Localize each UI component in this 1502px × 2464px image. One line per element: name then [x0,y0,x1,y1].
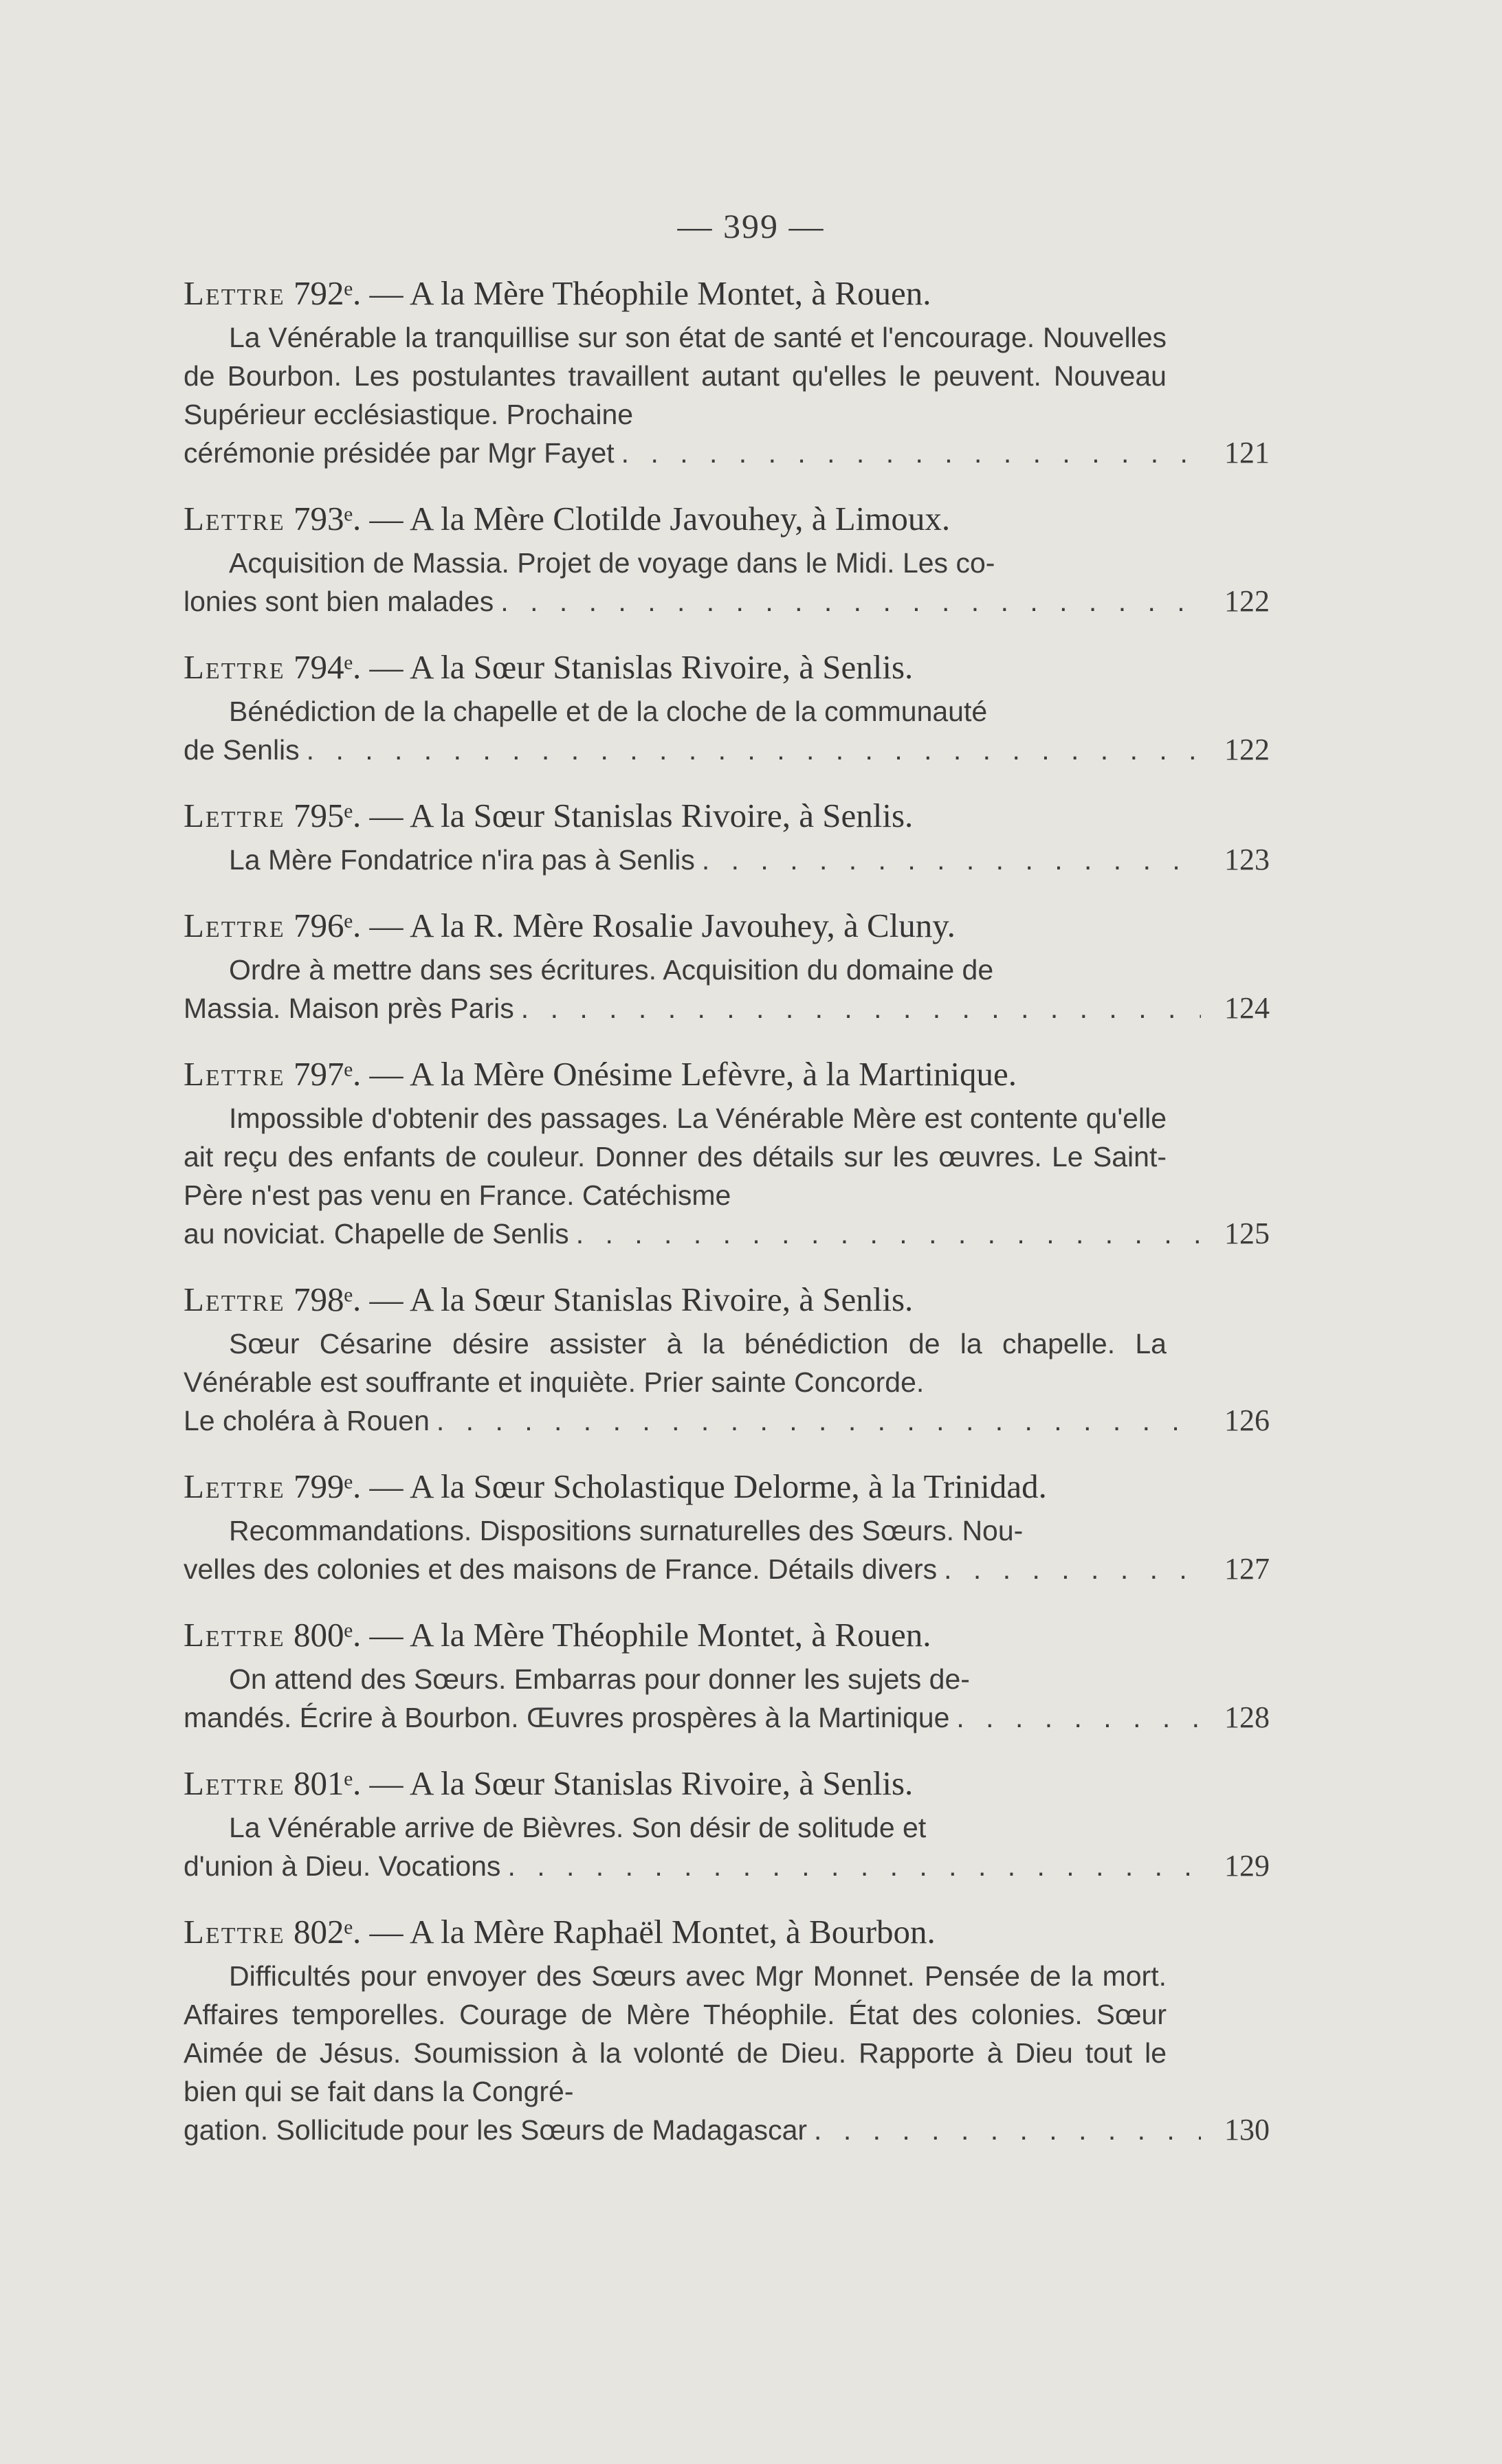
page-reference: 121 [1224,436,1270,469]
summary-last-line [184,582,1270,621]
lettre-label: Lettre [184,1913,285,1951]
summary-last-text: velles des colonies et des maisons de France. Détails divers [184,1553,938,1585]
summary-last-line [184,731,1270,769]
summary-last-line [184,989,1270,1028]
lettre-label: Lettre [184,1055,285,1093]
dot-leader [702,841,1201,879]
summary-last-text: de Senlis [184,734,300,766]
entry-summary [184,544,1270,621]
summary-last-line [184,434,1270,472]
summary-last-line [184,1214,1270,1253]
entry-summary [184,692,1270,769]
summary-last-text: mandés. Écrire à Bourbon. Œuvres prospères à la Martinique [184,1702,950,1733]
entry-heading [184,1278,1270,1322]
entry-summary [184,951,1270,1028]
summary-text: Sœur Césarine désire assister à la bénédiction de la chapelle. La Vénérable est souffrante et inquiète. Prier sainte Concorde. [184,1328,1167,1398]
entry-summary [184,841,1270,879]
lettre-label: Lettre [184,1616,285,1654]
entry-title: 797ᵉ. — A la Mère Onésime Lefèvre, à la Martinique. [293,1055,1017,1093]
dot-leader [500,582,1201,621]
entry-title: 801ᵉ. — A la Sœur Stanislas Rivoire, à Senlis. [293,1764,914,1802]
summary-last-text: d'union à Dieu. Vocations [184,1850,501,1882]
entry-title: 799ᵉ. — A la Sœur Scholastique Delorme, à la Trinidad. [293,1467,1047,1505]
toc-entry [184,904,1270,1028]
entry-title: 798ᵉ. — A la Sœur Stanislas Rivoire, à Senlis. [293,1280,914,1318]
entry-heading [184,1762,1270,1806]
summary-last-text: Le choléra à Rouen [184,1405,430,1436]
entry-title: 795ᵉ. — A la Sœur Stanislas Rivoire, à Senlis. [293,797,914,834]
lettre-label: Lettre [184,1467,285,1505]
page-reference: 128 [1224,1700,1270,1734]
page-reference: 122 [1224,584,1270,618]
entry-summary [184,1660,1270,1737]
dot-leader [521,989,1201,1028]
summary-last-line [184,1847,1270,1885]
summary-last-text: au noviciat. Chapelle de Senlis [184,1218,569,1250]
summary-text: Acquisition de Massia. Projet de voyage dans le Midi. Les co- [229,547,995,579]
page-reference: 125 [1224,1217,1270,1250]
lettre-label: Lettre [184,907,285,944]
summary-text: Difficultés pour envoyer des Sœurs avec Mgr Monnet. Pensée de la mort. Affaires temporelles. Courage de Mère Théophile. État des colonies. Sœur Aimée de Jésus. Soumission à la volonté de Dieu. Rapporte à Dieu tout le bien qui se fait dans la Congré- [184,1960,1167,2107]
dot-leader [944,1550,1201,1588]
page-reference: 127 [1224,1552,1270,1586]
page-number: — 399 — [677,207,825,245]
summary-last-line [184,1550,1270,1588]
summary-last-text: cérémonie présidée par Mgr Fayet [184,437,615,469]
dot-leader [507,1847,1201,1885]
toc-entry [184,1910,1270,2149]
entry-title: 792ᵉ. — A la Mère Théophile Montet, à Rouen. [293,274,931,312]
toc-entry [184,1762,1270,1885]
page-reference: 129 [1224,1849,1270,1883]
entry-heading [184,497,1270,541]
summary-last-line [184,841,1270,879]
lettre-label: Lettre [184,500,285,537]
summary-text: Recommandations. Dispositions surnaturelles des Sœurs. Nou- [229,1515,1024,1546]
entry-heading [184,794,1270,838]
entry-title: 796ᵉ. — A la R. Mère Rosalie Javouhey, à Cluny. [293,907,956,944]
entry-summary [184,1808,1270,1885]
page-reference: 123 [1224,843,1270,876]
entry-title: 793ᵉ. — A la Mère Clotilde Javouhey, à Limoux. [293,500,951,537]
summary-last-text: lonies sont bien malades [184,586,494,617]
summary-text: Bénédiction de la chapelle et de la cloche de la communauté [229,696,988,727]
lettre-label: Lettre [184,1280,285,1318]
lettre-label: Lettre [184,274,285,312]
dot-leader [814,2111,1201,2149]
dot-leader [576,1214,1201,1253]
entry-title: 794ᵉ. — A la Sœur Stanislas Rivoire, à Senlis. [293,648,914,686]
page-reference: 122 [1224,733,1270,766]
summary-last-text: gation. Sollicitude pour les Sœurs de Madagascar [184,2114,808,2146]
page-reference: 130 [1224,2113,1270,2146]
summary-last-text: Massia. Maison près Paris [184,992,514,1024]
summary-text: Ordre à mettre dans ses écritures. Acquisition du domaine de [229,954,994,986]
summary-text: Impossible d'obtenir des passages. La Vénérable Mère est contente qu'elle ait reçu des enfants de couleur. Donner des détails sur les œuvres. Le Saint-Père n'est pas venu en France. Catéchisme [184,1102,1167,1211]
entry-heading [184,1465,1270,1509]
lettre-label: Lettre [184,1764,285,1802]
summary-text: La Vénérable la tranquillise sur son état de santé et l'encourage. Nouvelles de Bourbon. Les postulantes travaillent autant qu'elles le peuvent. Nouveau Supérieur ecclésiastique. Prochaine [184,322,1167,430]
entry-summary [184,1324,1270,1440]
entry-heading [184,1613,1270,1657]
entry-summary [184,1957,1270,2149]
summary-text: La Vénérable arrive de Bièvres. Son désir de solitude et [229,1812,927,1843]
table-of-contents [184,271,1270,2174]
entry-title: 800ᵉ. — A la Mère Théophile Montet, à Rouen. [293,1616,931,1654]
toc-entry [184,271,1270,472]
summary-last-line [184,1401,1270,1440]
entry-summary [184,1099,1270,1253]
entry-heading [184,271,1270,315]
toc-entry [184,497,1270,621]
summary-last-text: La Mère Fondatrice n'ira pas à Senlis [229,844,695,876]
summary-text: On attend des Sœurs. Embarras pour donner les sujets de- [229,1663,970,1695]
entry-title: 802ᵉ. — A la Mère Raphaël Montet, à Bourbon. [293,1913,936,1951]
toc-entry [184,794,1270,879]
page-reference: 124 [1224,991,1270,1025]
entry-heading [184,1910,1270,1954]
summary-last-line [184,1698,1270,1737]
summary-last-line [184,2111,1270,2149]
dot-leader [621,434,1201,472]
dot-leader [307,731,1201,769]
toc-entry [184,1052,1270,1253]
lettre-label: Lettre [184,648,285,686]
toc-entry [184,1465,1270,1588]
toc-entry [184,1278,1270,1440]
toc-entry [184,645,1270,769]
entry-summary [184,1511,1270,1588]
lettre-label: Lettre [184,797,285,834]
entry-summary [184,318,1270,472]
entry-heading [184,904,1270,948]
dot-leader [437,1401,1201,1440]
entry-heading [184,1052,1270,1096]
page-reference: 126 [1224,1403,1270,1437]
toc-entry [184,1613,1270,1737]
dot-leader [956,1698,1201,1737]
entry-heading [184,645,1270,689]
